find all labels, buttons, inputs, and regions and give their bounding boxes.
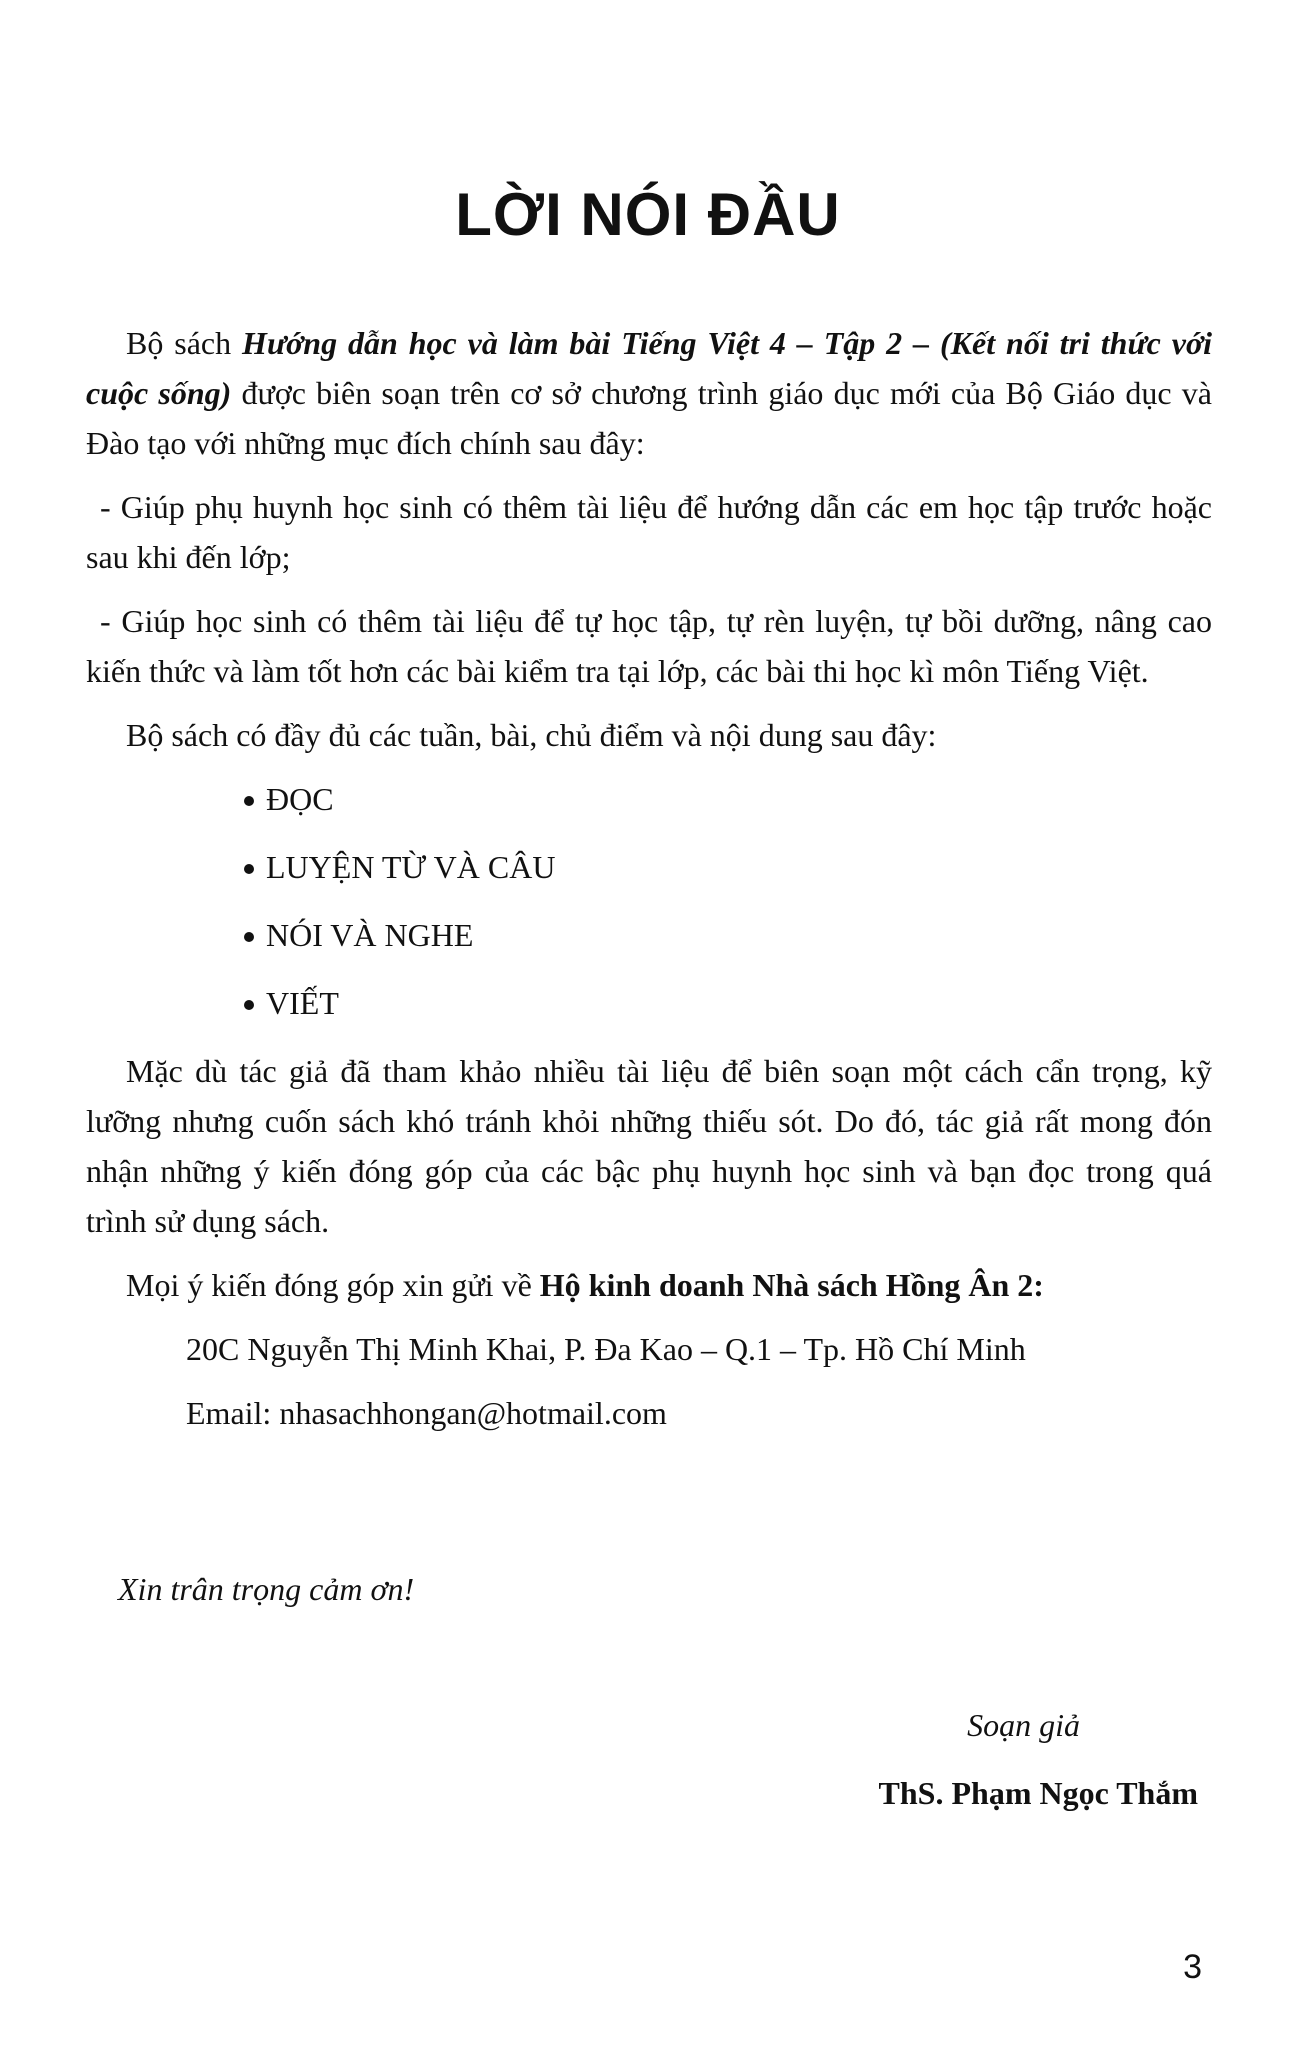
intro-paragraph [86, 318, 1212, 468]
intro-prefix: Bộ sách [126, 325, 243, 361]
feedback-paragraph [86, 1260, 1212, 1310]
closing-line: Xin trân trọng cảm ơn! [118, 1571, 415, 1607]
signature-name: ThS. Phạm Ngọc Thắm [878, 1775, 1198, 1811]
purpose-paragraph-2: - Giúp học sinh có thêm tài liệu để tự học tập, tự rèn luyện, tự bồi dưỡng, nâng cao kiến thức và làm tốt hơn các bài kiểm tra tại lớp, các bài thi học kì môn Tiếng Việt. [86, 603, 1212, 689]
list-item [244, 842, 1212, 892]
bullet-dot-icon [244, 1000, 254, 1010]
feedback-recipient: Hộ kinh doanh Nhà sách Hồng Ân 2: [539, 1267, 1044, 1303]
contents-intro: Bộ sách có đầy đủ các tuần, bài, chủ điểm và nội dung sau đây: [126, 717, 937, 753]
list-item [244, 978, 1212, 1028]
contents-list [86, 774, 1212, 1028]
list-item-label: LUYỆN TỪ VÀ CÂU [266, 849, 556, 885]
email-line: Email: nhasachhongan@hotmail.com [186, 1395, 667, 1431]
page-number: 3 [1183, 1948, 1202, 1986]
signature-role: Soạn giả [967, 1707, 1080, 1743]
book-title: Hướng dẫn học và làm bài Tiếng Việt 4 – Tập 2 – (Kết nối tri thức với cuộc sống) [86, 325, 1213, 411]
list-item [244, 774, 1212, 824]
list-item-label: ĐỌC [266, 781, 334, 817]
bullet-dot-icon [244, 796, 254, 806]
bullet-dot-icon [244, 864, 254, 874]
feedback-prefix: Mọi ý kiến đóng góp xin gửi về [126, 1267, 540, 1303]
list-item-label: VIẾT [266, 985, 339, 1021]
apology-paragraph: Mặc dù tác giả đã tham khảo nhiều tài liệu để biên soạn một cách cẩn trọng, kỹ lưỡng nhưng cuốn sách khó tránh khỏi những thiếu sót. Do đó, tác giả rất mong đón nhận những ý kiến đóng góp của các bậc phụ huynh học sinh và bạn đọc trong quá trình sử dụng sách. [86, 1053, 1212, 1239]
list-item-label: NÓI VÀ NGHE [266, 917, 474, 953]
preface-body [86, 318, 1212, 1452]
bullet-dot-icon [244, 932, 254, 942]
page-title: LỜI NÓI ĐẦU [455, 181, 841, 248]
list-item [244, 910, 1212, 960]
intro-suffix: được biên soạn trên cơ sở chương trình giáo dục mới của Bộ Giáo dục và Đào tạo với những mục đích chính sau đây: [86, 375, 1213, 461]
address-line: 20C Nguyễn Thị Minh Khai, P. Đa Kao – Q.1 – Tp. Hồ Chí Minh [186, 1331, 1026, 1367]
purpose-paragraph-1: - Giúp phụ huynh học sinh có thêm tài liệu để hướng dẫn các em học tập trước hoặc sau khi đến lớp; [86, 489, 1212, 575]
